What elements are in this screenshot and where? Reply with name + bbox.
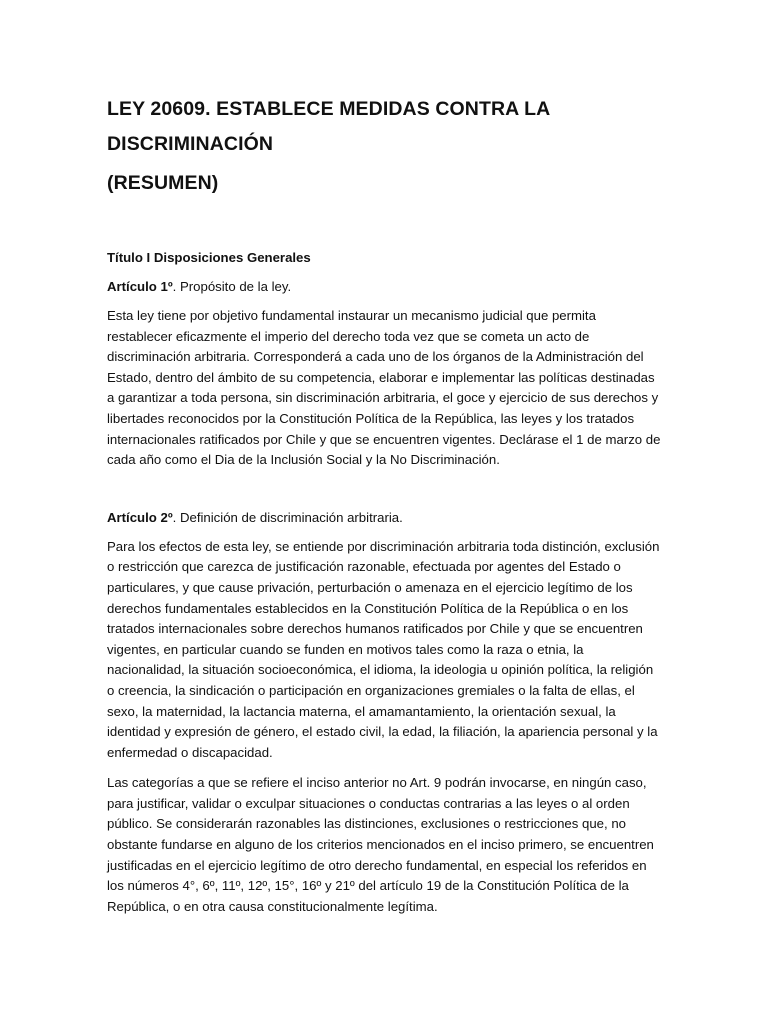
article-1-paragraph-1: Esta ley tiene por objetivo fundamental instaurar un mecanismo judicial que permita restablecer eficazmente el imperio del derecho toda vez que se cometa un acto de discriminación arbitraria. Corresponderá a cada uno de los órganos de la Administración del Estado, dentro del ámbito de su competencia, elaborar e implementar las políticas destinadas a garantizar a toda persona, sin discriminación arbitraria, el goce y ejercicio de sus derechos y libertades reconocidos por la Constitución Política de la República, las leyes y los tratados internacionales ratificados por Chile y que se encuentren vigentes. Declárase el 1 de marzo de cada año como el Dia de la Inclusión Social y la No Discriminación. — [107, 308, 661, 468]
article-1-label: Artículo 1º — [107, 279, 173, 294]
article-1-heading — [107, 278, 664, 296]
document-title-line-2: (RESUMEN) — [107, 172, 219, 194]
document-title — [107, 92, 664, 201]
article-1-heading-text: . Propósito de la ley. — [172, 279, 292, 294]
article-2-heading — [107, 509, 664, 527]
document-title-line-1: LEY 20609. ESTABLECE MEDIDAS CONTRA LA DISCRIMINACIÓN — [107, 98, 550, 155]
section-title: Título I Disposiciones Generales — [107, 250, 311, 265]
article-2-paragraph-1: Para los efectos de esta ley, se entiende por discriminación arbitraria toda distinción, exclusión o restricción que carezca de justificación razonable, efectuada por agentes del Estado o particulares, y que cause privación, perturbación o amenaza en el ejercicio legítimo de los derechos fundamentales establecidos en la Constitución Política de la República o en los tratados internacionales sobre derechos humanos ratificados por Chile y que se encuentren vigentes, en particular cuando se funden en motivos tales como la raza o etnia, la nacionalidad, la situación socioeconómica, el idioma, la ideologia u opinión política, la religión o creencia, la sindicación o participación en organizaciones gremiales o la falta de ellas, el sexo, la maternidad, la lactancia materna, el amamantamiento, la orientación sexual, la identidad y expresión de género, el estado civil, la edad, la filiación, la apariencia personal y la enfermedad o discapacidad. — [107, 538, 660, 760]
article-2-paragraph-2: Las categorías a que se refiere el inciso anterior no Art. 9 podrán invocarse, en ningún caso, para justificar, validar o exculpar situaciones o conductas contrarias a las leyes o al orden público. Se considerarán razonables las distinciones, exclusiones o restricciones que, no obstante fundarse en alguno de los criterios mencionados en el inciso primero, se encuentren justificadas en el ejercicio legítimo de otro derecho fundamental, en especial los referidos en los números 4°, 6º, 11º, 12º, 15°, 16º y 21º del artículo 19 de la Constitución Política de la República, o en otra causa constitucionalmente legítima. — [107, 775, 654, 914]
article-2-label: Artículo 2º — [107, 509, 173, 525]
article-2-heading-text: . Definición de discriminación arbitraria. — [172, 509, 403, 525]
